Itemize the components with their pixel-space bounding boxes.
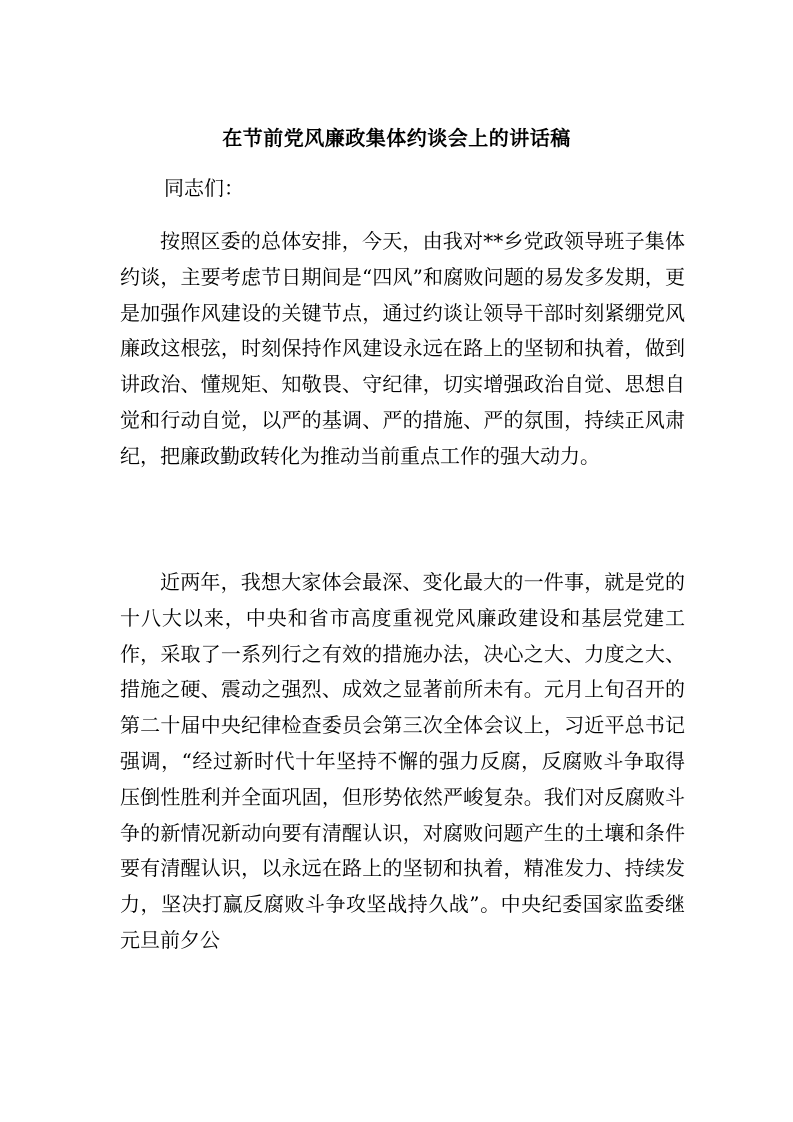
salutation: 同志们：: [164, 176, 244, 200]
document-title: 在节前党风廉政集体约谈会上的讲话稿: [222, 126, 571, 150]
body-paragraph-1: 按照区委的总体安排，今天，由我对**乡党政领导班子集体约谈，主要考虑节日期间是“四风”和腐败问题的易发多发期，更是加强作风建设的关键节点，通过约谈让领导干部时刻紧绷党风廉政这根弦，时刻保持作风建设永远在路上的坚韧和执着，做到讲政治、懂规矩、知敬畏、守纪律，切实增强政治自觉、思想自觉和行动自觉，以严的基调、严的措施、严的氛围，持续正风肃纪，把廉政勤政转化为推动当前重点工作的强大动力。: [120, 229, 685, 468]
body-paragraph-2: 近两年，我想大家体会最深、变化最大的一件事，就是党的十八大以来，中央和省市高度重视党风廉政建设和基层党建工作，采取了一系列行之有效的措施办法，决心之大、力度之大、措施之硬、震动之强烈、成效之显著前所未有。元月上旬召开的 第二十届中央纪律检查委员会第三次全体会议上，习近平总书记强调，“经过新时代十年坚持不懈的强力反腐，反腐败斗争取得压倒性胜利并全面巩固，但形势依然严峻复杂。我们对反腐败斗争的新情况新动向要有清醒认识，对腐败问题产生的土壤和条件要有清醒认识，以永远在路上的坚韧和执着，精准发力、持续发力，坚决打赢反腐败斗争攻坚战持久战”。中央纪委国家监委继元旦前夕公: [120, 570, 685, 952]
